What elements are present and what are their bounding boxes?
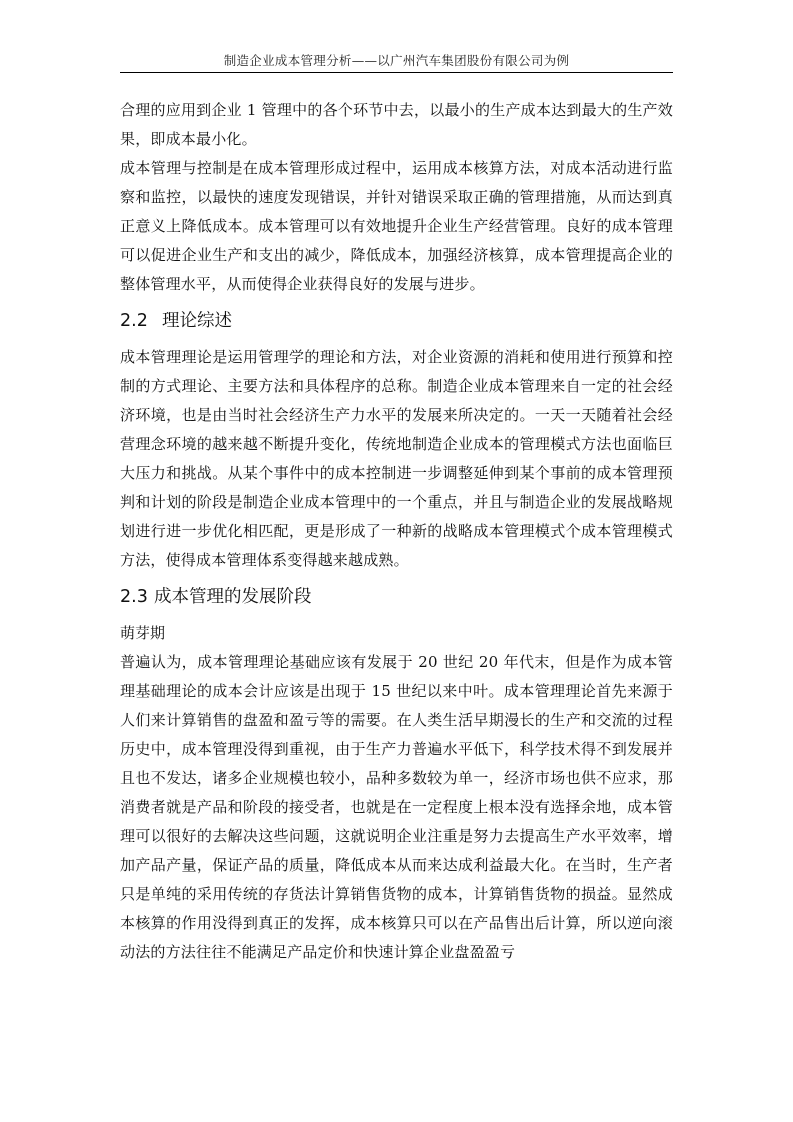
running-header: 制造企业成本管理分析——以广州汽车集团股份有限公司为例 (223, 53, 570, 68)
paragraph-sprout-stage: 普遍认为，成本管理理论基础应该有发展于 20 世纪 20 年代末，但是作为成本管理基础理论的成本会计应该是出现于 15 世纪以来中叶。成本管理理论首先来源于人们来计算销售的盘盈和盈亏等的需要。在人类生活早期漫长的生产和交流的过程历史中，成本管理没得到重视，由于生产力普遍水平低下，科学技术得不到发展并且也不发达，诸多企业规模也较小，品种多数较为单一，经济市场也供不应求，那消费者就是产品和阶段的接受者，也就是在一定程度上根本没有选择余地，成本管理可以很好的去解决这些问题，这就说明企业注重是努力去提高生产水平效率，增加产品产量，保证产品的质量，降低成本从而来达成利益最大化。在当时，生产者只是单纯的采用传统的存货法计算销售货物的成本，计算销售货物的损益。显然成本核算的作用没得到真正的发挥，成本核算只可以在产品售出后计算，所以逆向滚动法的方法往往不能满足产品定价和快速计算企业盘盈盈亏 (120, 653, 673, 961)
section-number: 2.2 (120, 311, 148, 331)
section-title: 成本管理的发展阶段 (154, 587, 312, 607)
page-body (120, 96, 673, 967)
section-heading-2-2 (120, 299, 673, 343)
section-number: 2.3 (120, 587, 148, 607)
section-title: 理论综述 (162, 311, 232, 331)
stage-label: 萌芽期 (120, 624, 166, 642)
header-rule (120, 72, 673, 73)
paragraph-cost-control: 成本管理与控制是在成本管理形成过程中，运用成本核算方法，对成本活动进行监察和监控，以最快的速度发现错误，并针对错误采取正确的管理措施，从而达到真正意义上降低成本。成本管理可以有效地提升企业生产经营管理。良好的成本管理可以促进企业生产和支出的减少，降低成本，加强经济核算，成本管理提高企业的整体管理水平，从而使得企业获得良好的发展与进步。 (120, 159, 673, 293)
paragraph-cost-minimization: 合理的应用到企业 1 管理中的各个环节中去，以最小的生产成本达到最大的生产效果，即成本最小化。 (120, 101, 673, 148)
section-heading-2-3 (120, 575, 673, 619)
paragraph-theory-overview: 成本管理理论是运用管理学的理论和方法，对企业资源的消耗和使用进行预算和控制的方式理论、主要方法和具体程序的总称。制造企业成本管理来自一定的社会经济环境，也是由当时社会经济生产力水平的发展来所决定的。一天一天随着社会经营理念环境的越来越不断提升变化，传统地制造企业成本的管理模式方法也面临巨大压力和挑战。从某个事件中的成本控制进一步调整延伸到某个事前的成本管理预判和计划的阶段是制造企业成本管理中的一个重点，并且与制造企业的发展战略规划进行进一步优化相匹配，更是形成了一种新的战略成本管理模式个成本管理模式方法，使得成本管理体系变得越来越成熟。 (120, 348, 673, 569)
